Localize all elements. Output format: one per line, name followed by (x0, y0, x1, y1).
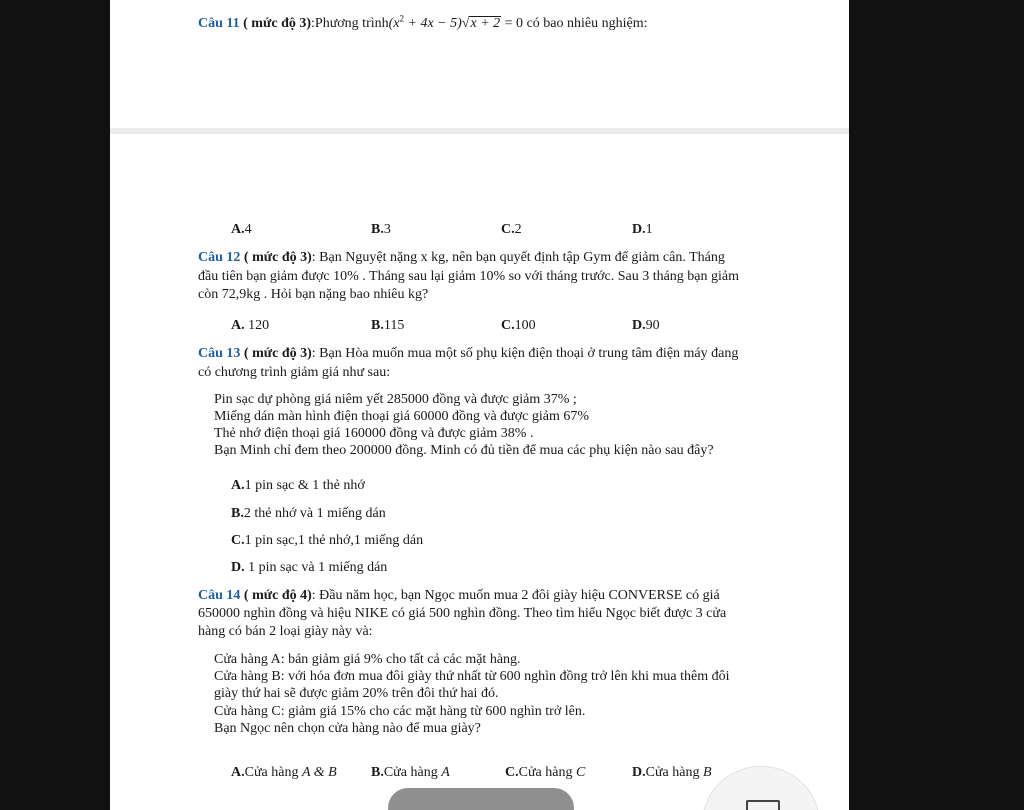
option-value: 2 (514, 222, 522, 237)
sqrt-symbol: √ (461, 16, 470, 31)
q13-option-a[interactable] (231, 477, 365, 495)
q14-option-a[interactable] (231, 764, 337, 782)
question-12-label: Câu 12 (198, 250, 241, 265)
question-11-intro: :Phương trình (311, 16, 389, 31)
question-13-line-2: có chương trình giảm giá như sau: (198, 365, 391, 380)
option-value: 2 thẻ nhớ và 1 miếng dán (243, 506, 386, 521)
q13-item-2: Miếng dán màn hình điện thoại giá 60000 đồng và được giảm 67% (214, 409, 590, 424)
question-11-line (198, 15, 647, 33)
q12-option-a[interactable] (231, 317, 269, 335)
option-key: D. (231, 560, 245, 575)
option-value: 1 pin sạc,1 thẻ nhớ,1 miếng dán (244, 533, 424, 548)
option-key: B. (371, 318, 384, 333)
q12-option-b[interactable] (371, 317, 404, 335)
q14-option-b[interactable] (371, 764, 450, 782)
option-value: 1 pin sạc và 1 miếng dán (244, 560, 388, 575)
option-key: C. (505, 765, 519, 780)
question-11-rest: có bao nhiêu nghiệm: (523, 16, 648, 31)
option-value: Cửa hàng (518, 765, 576, 780)
question-11-equation (388, 13, 524, 31)
option-variable: A (441, 765, 450, 780)
option-variable: C (575, 765, 586, 780)
option-value: Cửa hàng (645, 765, 703, 780)
q14-option-c[interactable] (505, 764, 585, 782)
q13-item-3: Thẻ nhớ điện thoại giá 160000 đồng và được giảm 38% . (214, 426, 534, 441)
q11-option-b[interactable] (371, 221, 391, 239)
q11-option-c[interactable] (501, 221, 522, 239)
q12-option-d[interactable] (632, 317, 660, 335)
equation-radicand: x + 2 (470, 16, 501, 31)
page-break-divider (110, 128, 849, 134)
question-13-level: ( mức độ 3) (243, 346, 312, 361)
q14-item-4: Cửa hàng C: giảm giá 15% cho các mặt hàng từ 600 nghìn trở lên. (214, 704, 586, 719)
q11-option-d[interactable] (632, 221, 653, 239)
option-key: D. (632, 765, 646, 780)
question-14-line-2: 650000 nghìn đồng và hiệu NIKE có giá 500 nghìn đồng. Theo tìm hiểu Ngọc biết được 3 cửa (198, 606, 727, 621)
option-value: Cửa hàng (244, 765, 302, 780)
equation-exponent: 2 (399, 13, 405, 24)
option-value: 1 (645, 222, 653, 237)
option-value: 90 (645, 318, 660, 333)
question-13-line-1 (198, 345, 738, 363)
option-key: C. (501, 318, 515, 333)
option-key: A. (231, 478, 245, 493)
option-key: C. (231, 533, 245, 548)
equation-part: (x (388, 16, 400, 31)
option-value: 1 pin sạc & 1 thẻ nhớ (244, 478, 365, 493)
q14-item-3: giày thứ hai sẽ được giảm 20% trên đôi thứ hai đó. (214, 686, 499, 701)
question-12-line-1 (198, 249, 725, 267)
option-value: 120 (244, 318, 270, 333)
option-key: B. (371, 765, 384, 780)
document-page (110, 0, 849, 810)
q14-option-d[interactable] (632, 764, 712, 782)
question-14-label: Câu 14 (198, 588, 241, 603)
option-key: A. (231, 318, 245, 333)
q12-option-c[interactable] (501, 317, 536, 335)
q14-item-1: Cửa hàng A: bán giảm giá 9% cho tất cả các mặt hàng. (214, 652, 521, 667)
option-key: B. (231, 506, 244, 521)
option-key: A. (231, 222, 245, 237)
question-11-label: Câu 11 (198, 16, 240, 31)
option-key: B. (371, 222, 384, 237)
option-key: D. (632, 318, 646, 333)
equation-part: = 0 (501, 16, 524, 31)
q13-option-d[interactable] (231, 559, 387, 577)
q14-item-5: Bạn Ngọc nên chọn cửa hàng nào để mua giày? (214, 721, 481, 736)
question-12-level: ( mức độ 3) (243, 250, 312, 265)
option-value: 115 (383, 318, 405, 333)
question-14-line-1 (198, 587, 720, 605)
equation-part: + 4x − 5) (404, 16, 462, 31)
question-14-level: ( mức độ 4) (243, 588, 312, 603)
option-value: 3 (383, 222, 391, 237)
option-value: Cửa hàng (383, 765, 442, 780)
question-11-level: ( mức độ 3) (243, 16, 312, 31)
q13-item-4: Bạn Minh chỉ đem theo 200000 đồng. Minh có đủ tiền để mua các phụ kiện nào sau đây? (214, 443, 714, 458)
question-12-line-3: còn 72,9kg . Hỏi bạn nặng bao nhiêu kg? (198, 287, 429, 302)
option-key: A. (231, 765, 245, 780)
option-variable: A & B (301, 765, 337, 780)
option-value: 4 (244, 222, 252, 237)
q11-option-a[interactable] (231, 221, 252, 239)
question-12-line-2: đầu tiên bạn giảm được 10% . Tháng sau lại giảm 10% so với tháng trước. Sau 3 tháng bạn giảm (198, 269, 740, 284)
bottom-toolbar-pill[interactable] (388, 788, 574, 810)
q13-option-c[interactable] (231, 532, 423, 550)
question-13-text: : Bạn Hòa muốn mua một số phụ kiện điện thoại ở trung tâm điện máy đang (311, 346, 739, 361)
option-value: 100 (514, 318, 536, 333)
question-13-label: Câu 13 (198, 346, 241, 361)
option-key: D. (632, 222, 646, 237)
document-icon (746, 800, 780, 810)
question-12-text: : Bạn Nguyệt nặng x kg, nên bạn quyết định tập Gym để giảm cân. Tháng (311, 250, 725, 265)
q13-item-1: Pin sạc dự phòng giá niêm yết 285000 đồng và được giảm 37% ; (214, 392, 577, 407)
question-14-line-3: hàng có bán 2 loại giày này và: (198, 624, 373, 639)
q13-option-b[interactable] (231, 505, 386, 523)
question-14-text: : Đầu năm học, bạn Ngọc muốn mua 2 đôi giày hiệu CONVERSE có giá (311, 588, 720, 603)
q14-item-2: Cửa hàng B: với hóa đơn mua đôi giày thứ nhất từ 600 nghìn đồng trở lên khi mua thêm đôi (214, 669, 730, 684)
option-variable: B (702, 765, 712, 780)
option-key: C. (501, 222, 515, 237)
